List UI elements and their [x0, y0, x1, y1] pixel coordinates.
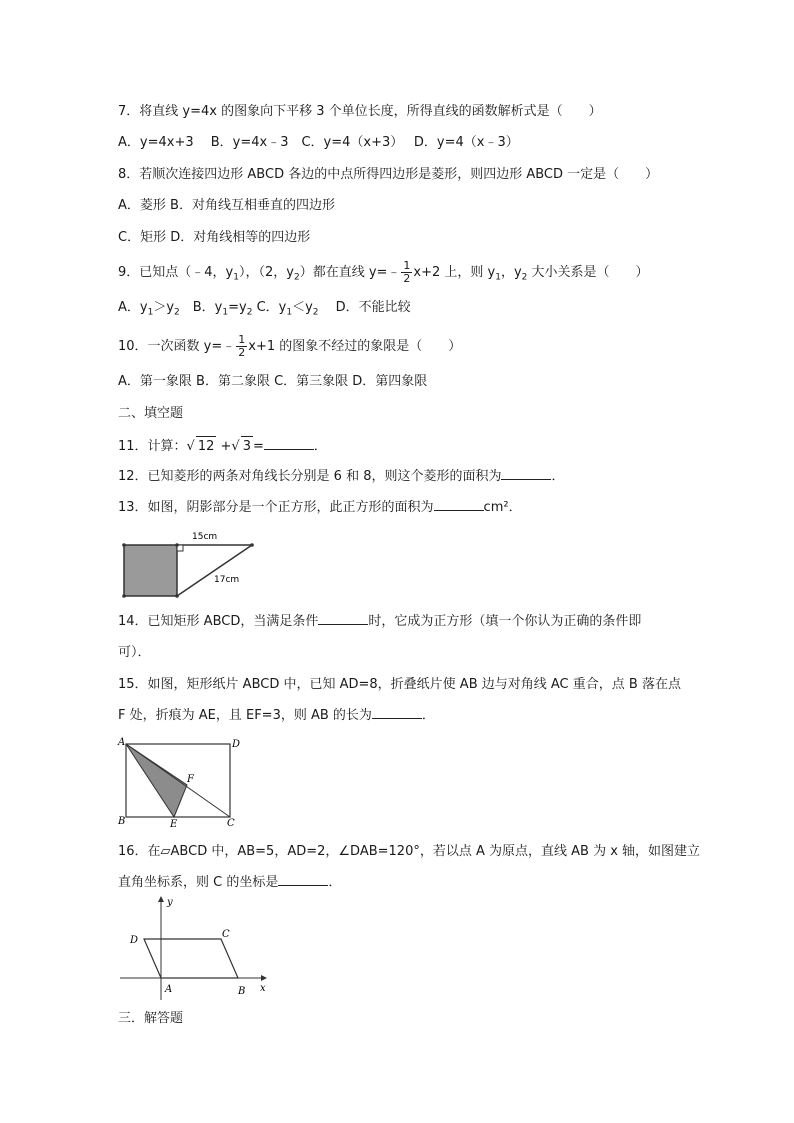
q12-text: 12．已知菱形的两条对角线长分别是 6 和 8，则这个菱形的面积为 ．	[118, 469, 565, 484]
vertex-dot	[122, 543, 126, 547]
q14-text-2: 可）．	[118, 645, 151, 660]
label-c: C	[227, 818, 235, 828]
y-axis-arrow	[158, 896, 164, 902]
q15-figure	[114, 736, 244, 828]
answer-blank[interactable]	[434, 498, 484, 511]
label-x: x	[260, 983, 266, 994]
q13-figure	[118, 528, 263, 600]
q16-text-1: 16．在▱ABCD 中，AB=5，AD=2，∠DAB=120°，若以点 A 为原点，直线 AB 为 x 轴，如图建立	[118, 844, 701, 859]
q7-text: 7．将直线 y=4x 的图象向下平移 3 个单位长度，所得直线的函数解析式是（ ）	[118, 104, 602, 119]
label-15cm: 15cm	[192, 532, 218, 542]
q9-text: 9．已知点（﹣4，$y_1$），（2，$y_2$）都在直线 y=﹣ $\frac{1}{2}$ x+2 上，则 $y_1$，$y_2$ 大小关系是（ ）	[118, 259, 649, 285]
label-d: D	[130, 935, 139, 946]
vertex-dot	[250, 543, 254, 547]
label-e: E	[170, 819, 178, 828]
q8-text: 8．若顺次连接四边形 ABCD 各边的中点所得四边形是菱形，则四边形 ABCD 一定是（ ）	[118, 167, 659, 182]
x-axis-arrow	[261, 975, 267, 981]
label-b: B	[118, 816, 126, 827]
label-a: A	[165, 984, 173, 995]
label-17cm: 17cm	[214, 575, 240, 585]
label-b: B	[238, 986, 246, 997]
q14-text: 14．已知矩形 ABCD，当满足条件 时，它成为正方形（填一个你认为正确的条件即	[118, 614, 642, 629]
triangle-hypotenuse	[177, 545, 252, 596]
vertex-dot	[175, 594, 179, 598]
q8-options-1: A．菱形 B．对角线互相垂直的四边形	[118, 198, 335, 213]
answer-blank[interactable]	[501, 467, 551, 480]
q16-text-2: 直角坐标系，则 C 的坐标是 ．	[118, 875, 342, 890]
label-y: y	[167, 897, 173, 908]
q7-options: A．y=4x+3 B．y=4x﹣3 C．y=4（x+3） D．y=4（x﹣3）	[118, 135, 519, 150]
vertex-dot	[175, 543, 179, 547]
q15-text-1: 15．如图，矩形纸片 ABCD 中，已知 AD=8，折叠纸片使 AB 边与对角线 AC 重合，点 B 落在点	[118, 677, 681, 692]
vertex-dot	[122, 594, 126, 598]
q11-text: 11．计算：√ 12 +√ 3 = ．	[118, 436, 327, 457]
section-3-heading: 三．解答题	[118, 1011, 184, 1026]
answer-blank[interactable]	[264, 437, 314, 450]
q16-figure	[120, 893, 270, 1000]
q13-text: 13．如图，阴影部分是一个正方形，此正方形的面积为 cm²．	[118, 500, 522, 515]
label-a: A	[118, 737, 126, 748]
q10-text: 10．一次函数 y=﹣ $\frac{1}{2}$ x+1 的图象不经过的象限是（ ）	[118, 333, 462, 359]
fraction: $\frac{1}{2}$	[403, 259, 411, 285]
label-d: D	[232, 739, 241, 750]
fraction: $\frac{1}{2}$	[238, 333, 246, 359]
q10-options: A．第一象限 B．第二象限 C．第三象限 D．第四象限	[118, 374, 428, 389]
label-f: F	[187, 774, 194, 785]
q9-options: A．$y_1>y_2$ B．$y_1=y_2$ C．$y_1<y_2$ D．不能比较	[118, 300, 411, 318]
answer-blank[interactable]	[318, 612, 368, 625]
section-2-heading: 二、填空题	[118, 406, 184, 421]
label-c: C	[222, 929, 230, 940]
answer-blank[interactable]	[278, 873, 328, 886]
parallelogram-abcd	[144, 939, 238, 978]
q15-text-2: F 处，折痕为 AE，且 EF=3，则 AB 的长为 ．	[118, 708, 435, 723]
answer-blank[interactable]	[372, 706, 422, 719]
q8-options-2: C．矩形 D．对角线相等的四边形	[118, 230, 311, 245]
shaded-square	[124, 545, 177, 596]
